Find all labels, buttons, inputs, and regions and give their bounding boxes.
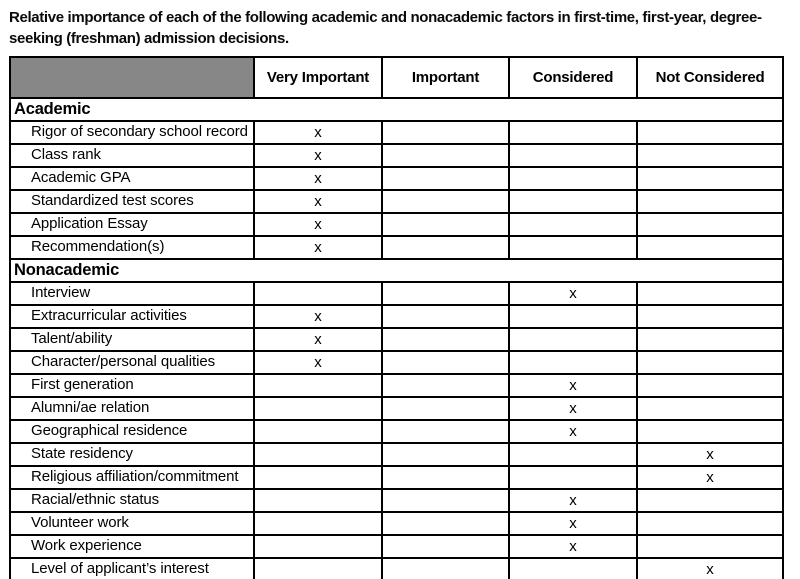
mark-cell [254,558,382,579]
mark-cell [382,397,509,420]
mark-cell: x [509,374,637,397]
factor-row [10,489,783,512]
mark-cell [509,443,637,466]
factor-label: Volunteer work [10,512,254,535]
mark-cell [254,397,382,420]
mark-cell: x [509,489,637,512]
mark-cell [382,305,509,328]
factor-row [10,397,783,420]
mark-cell [637,489,783,512]
factor-row [10,420,783,443]
mark-cell [382,213,509,236]
section-row [10,98,783,121]
factor-label: Talent/ability [10,328,254,351]
mark-cell [509,351,637,374]
mark-cell: x [254,328,382,351]
mark-cell: x [637,466,783,489]
factor-label: Interview [10,282,254,305]
factor-label: Extracurricular activities [10,305,254,328]
factor-label: Geographical residence [10,420,254,443]
mark-cell [637,305,783,328]
factor-row [10,305,783,328]
mark-cell [254,420,382,443]
mark-cell [254,282,382,305]
factor-label: Character/personal qualities [10,351,254,374]
table-caption: Relative importance of each of the following academic and nonacademic factors in first-time, first-year, degree-seeking (freshman) admission decisions. [9,9,762,47]
mark-cell [509,236,637,259]
mark-cell: x [254,351,382,374]
factor-row [10,512,783,535]
mark-cell: x [254,236,382,259]
mark-cell [637,282,783,305]
mark-cell [509,144,637,167]
mark-cell [637,213,783,236]
factor-row [10,121,783,144]
mark-cell [382,167,509,190]
factor-label: Level of applicant’s interest [10,558,254,579]
mark-cell [509,466,637,489]
admission-factors-table [9,56,784,579]
mark-cell [637,374,783,397]
factor-label: Class rank [10,144,254,167]
mark-cell: x [254,213,382,236]
factor-row [10,213,783,236]
mark-cell [509,305,637,328]
factor-label: Work experience [10,535,254,558]
factor-row [10,282,783,305]
factor-row [10,190,783,213]
mark-cell: x [637,558,783,579]
mark-cell: x [509,282,637,305]
section-label: Nonacademic [10,259,783,282]
mark-cell [254,443,382,466]
mark-cell: x [254,190,382,213]
mark-cell [382,374,509,397]
mark-cell [637,328,783,351]
mark-cell [637,535,783,558]
mark-cell: x [254,121,382,144]
mark-cell [382,489,509,512]
factor-row [10,443,783,466]
factor-row [10,466,783,489]
mark-cell: x [254,167,382,190]
mark-cell [382,443,509,466]
factor-row [10,558,783,579]
mark-cell: x [254,305,382,328]
factor-label: Rigor of secondary school record [10,121,254,144]
mark-cell [637,512,783,535]
mark-cell [382,512,509,535]
mark-cell [382,535,509,558]
mark-cell [254,374,382,397]
mark-cell [637,420,783,443]
mark-cell: x [509,397,637,420]
mark-cell [509,213,637,236]
mark-cell: x [254,144,382,167]
factor-row [10,351,783,374]
mark-cell [382,558,509,579]
factor-label: Application Essay [10,213,254,236]
mark-cell: x [509,512,637,535]
factor-row [10,167,783,190]
factor-row [10,374,783,397]
factor-label: Religious affiliation/commitment [10,466,254,489]
column-header-important: Important [382,57,509,98]
mark-cell [637,236,783,259]
mark-cell [382,282,509,305]
mark-cell [382,420,509,443]
mark-cell [382,190,509,213]
mark-cell [637,121,783,144]
column-header-not-considered: Not Considered [637,57,783,98]
mark-cell [382,351,509,374]
factor-row [10,144,783,167]
mark-cell [382,236,509,259]
factor-row [10,328,783,351]
corner-cell [10,57,254,98]
mark-cell [254,466,382,489]
mark-cell [509,558,637,579]
mark-cell [509,121,637,144]
factor-label: State residency [10,443,254,466]
factor-row [10,535,783,558]
factor-label: Recommendation(s) [10,236,254,259]
mark-cell [382,144,509,167]
mark-cell: x [509,420,637,443]
factor-row [10,236,783,259]
header-row [10,57,783,98]
section-row [10,259,783,282]
mark-cell [254,489,382,512]
mark-cell: x [637,443,783,466]
factor-label: Academic GPA [10,167,254,190]
factor-label: Standardized test scores [10,190,254,213]
mark-cell [509,167,637,190]
mark-cell [637,144,783,167]
section-label: Academic [10,98,783,121]
column-header-considered: Considered [509,57,637,98]
mark-cell [509,328,637,351]
mark-cell [382,466,509,489]
table-body [10,98,783,579]
mark-cell [254,512,382,535]
mark-cell [637,351,783,374]
mark-cell [509,190,637,213]
mark-cell [382,328,509,351]
factor-label: First generation [10,374,254,397]
mark-cell [637,167,783,190]
mark-cell [637,190,783,213]
factor-label: Alumni/ae relation [10,397,254,420]
mark-cell: x [509,535,637,558]
column-header-very-important: Very Important [254,57,382,98]
mark-cell [254,535,382,558]
mark-cell [382,121,509,144]
factor-label: Racial/ethnic status [10,489,254,512]
mark-cell [637,397,783,420]
